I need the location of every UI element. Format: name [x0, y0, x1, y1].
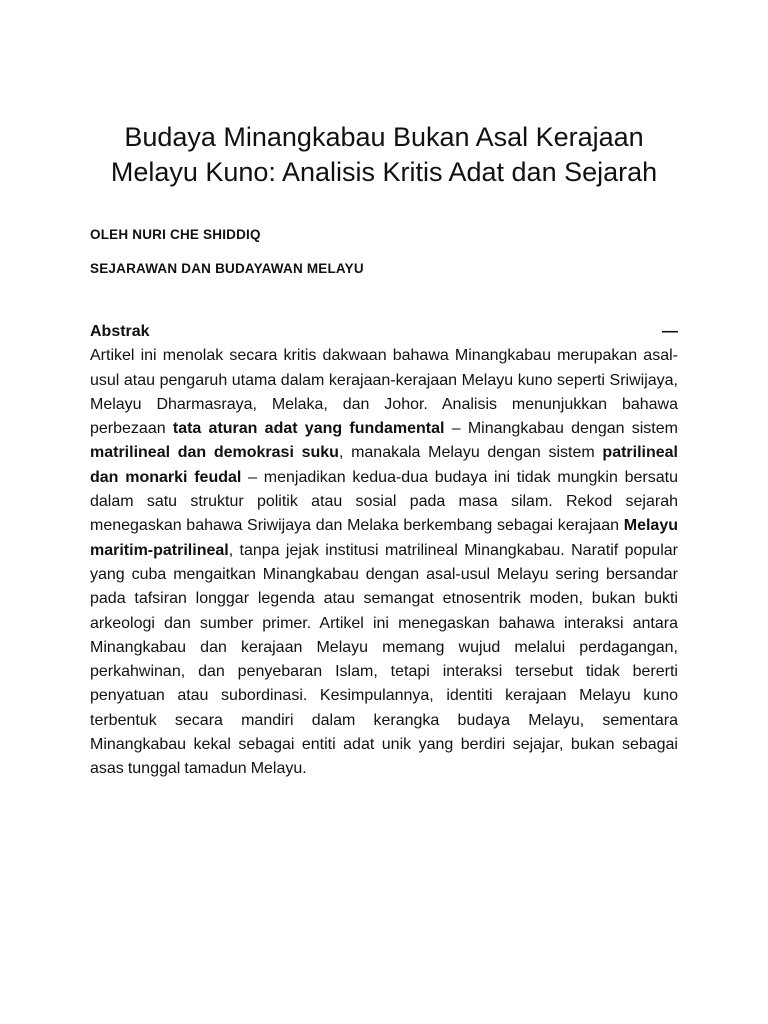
document-title [90, 120, 678, 190]
abstract-bold-phrase: patrilineal dan monarki feudal [90, 444, 678, 486]
abstract-bold-phrase: Melayu maritim-patrilineal [90, 517, 678, 559]
abstract-text: , manakala Melayu dengan sistem [338, 444, 603, 462]
abstract-text: , tanpa jejak institusi matrilineal Minangkabau. Naratif popular yang cuba mengaitkan Minangkabau dengan asal-usul Melayu sering bersandar pada tafsiran longgar legenda atau semangat etnosentrik moden, bukan bukti arkeologi dan sumber primer. Artikel ini menegaskan bahawa interaksi antara Minangkabau dan kerajaan Melayu memang wujud melalui perdagangan, perkahwinan, dan penyebaran Islam, tetapi interaksi tersebut tidak bererti penyatuan atau subordinasi. Kesimpulannya, identiti kerajaan Melayu kuno terbentuk secara mandiri dalam kerangka budaya Melayu, sementara Minangkabau kekal sebagai entiti adat unik yang berdiri sejajar, bukan sebagai asas tunggal tamadun Melayu. [90, 541, 678, 778]
document-page [90, 0, 678, 782]
abstract-body [90, 344, 678, 781]
abstract-heading-row [90, 320, 678, 344]
abstract-text: – menjadikan kedua-dua budaya ini tidak mungkin bersatu dalam satu struktur politik atau sosial pada masa silam. Rekod sejarah menegaskan bahawa Sriwijaya dan Melaka berkembang sebagai kerajaan [90, 468, 678, 535]
abstract-text: – Minangkabau dengan sistem [444, 420, 678, 438]
abstract-heading: Abstrak [90, 323, 150, 340]
author-role: SEJARAWAN DAN BUDAYAWAN MELAYU [90, 261, 364, 276]
author-line: OLEH NURI CHE SHIDDIQ [90, 227, 261, 242]
abstract-text: Artikel ini menolak secara kritis dakwaan bahawa Minangkabau merupakan asal-usul atau pengaruh utama dalam kerajaan-kerajaan Melayu kuno seperti Sriwijaya, Melayu Dharmasraya, Melaka, dan Johor. Analisis menunjukkan bahawa perbezaan [90, 347, 678, 438]
abstract-bold-phrase: matrilineal dan demokrasi suku [90, 444, 339, 462]
abstract-section [90, 320, 678, 782]
title-line-1: Budaya Minangkabau Bukan Asal Kerajaan [124, 122, 644, 152]
abstract-bold-phrase: tata aturan adat yang fundamental [172, 420, 445, 438]
title-line-2: Melayu Kuno: Analisis Kritis Adat dan Sejarah [110, 157, 658, 187]
abstract-dash: — [662, 323, 678, 340]
